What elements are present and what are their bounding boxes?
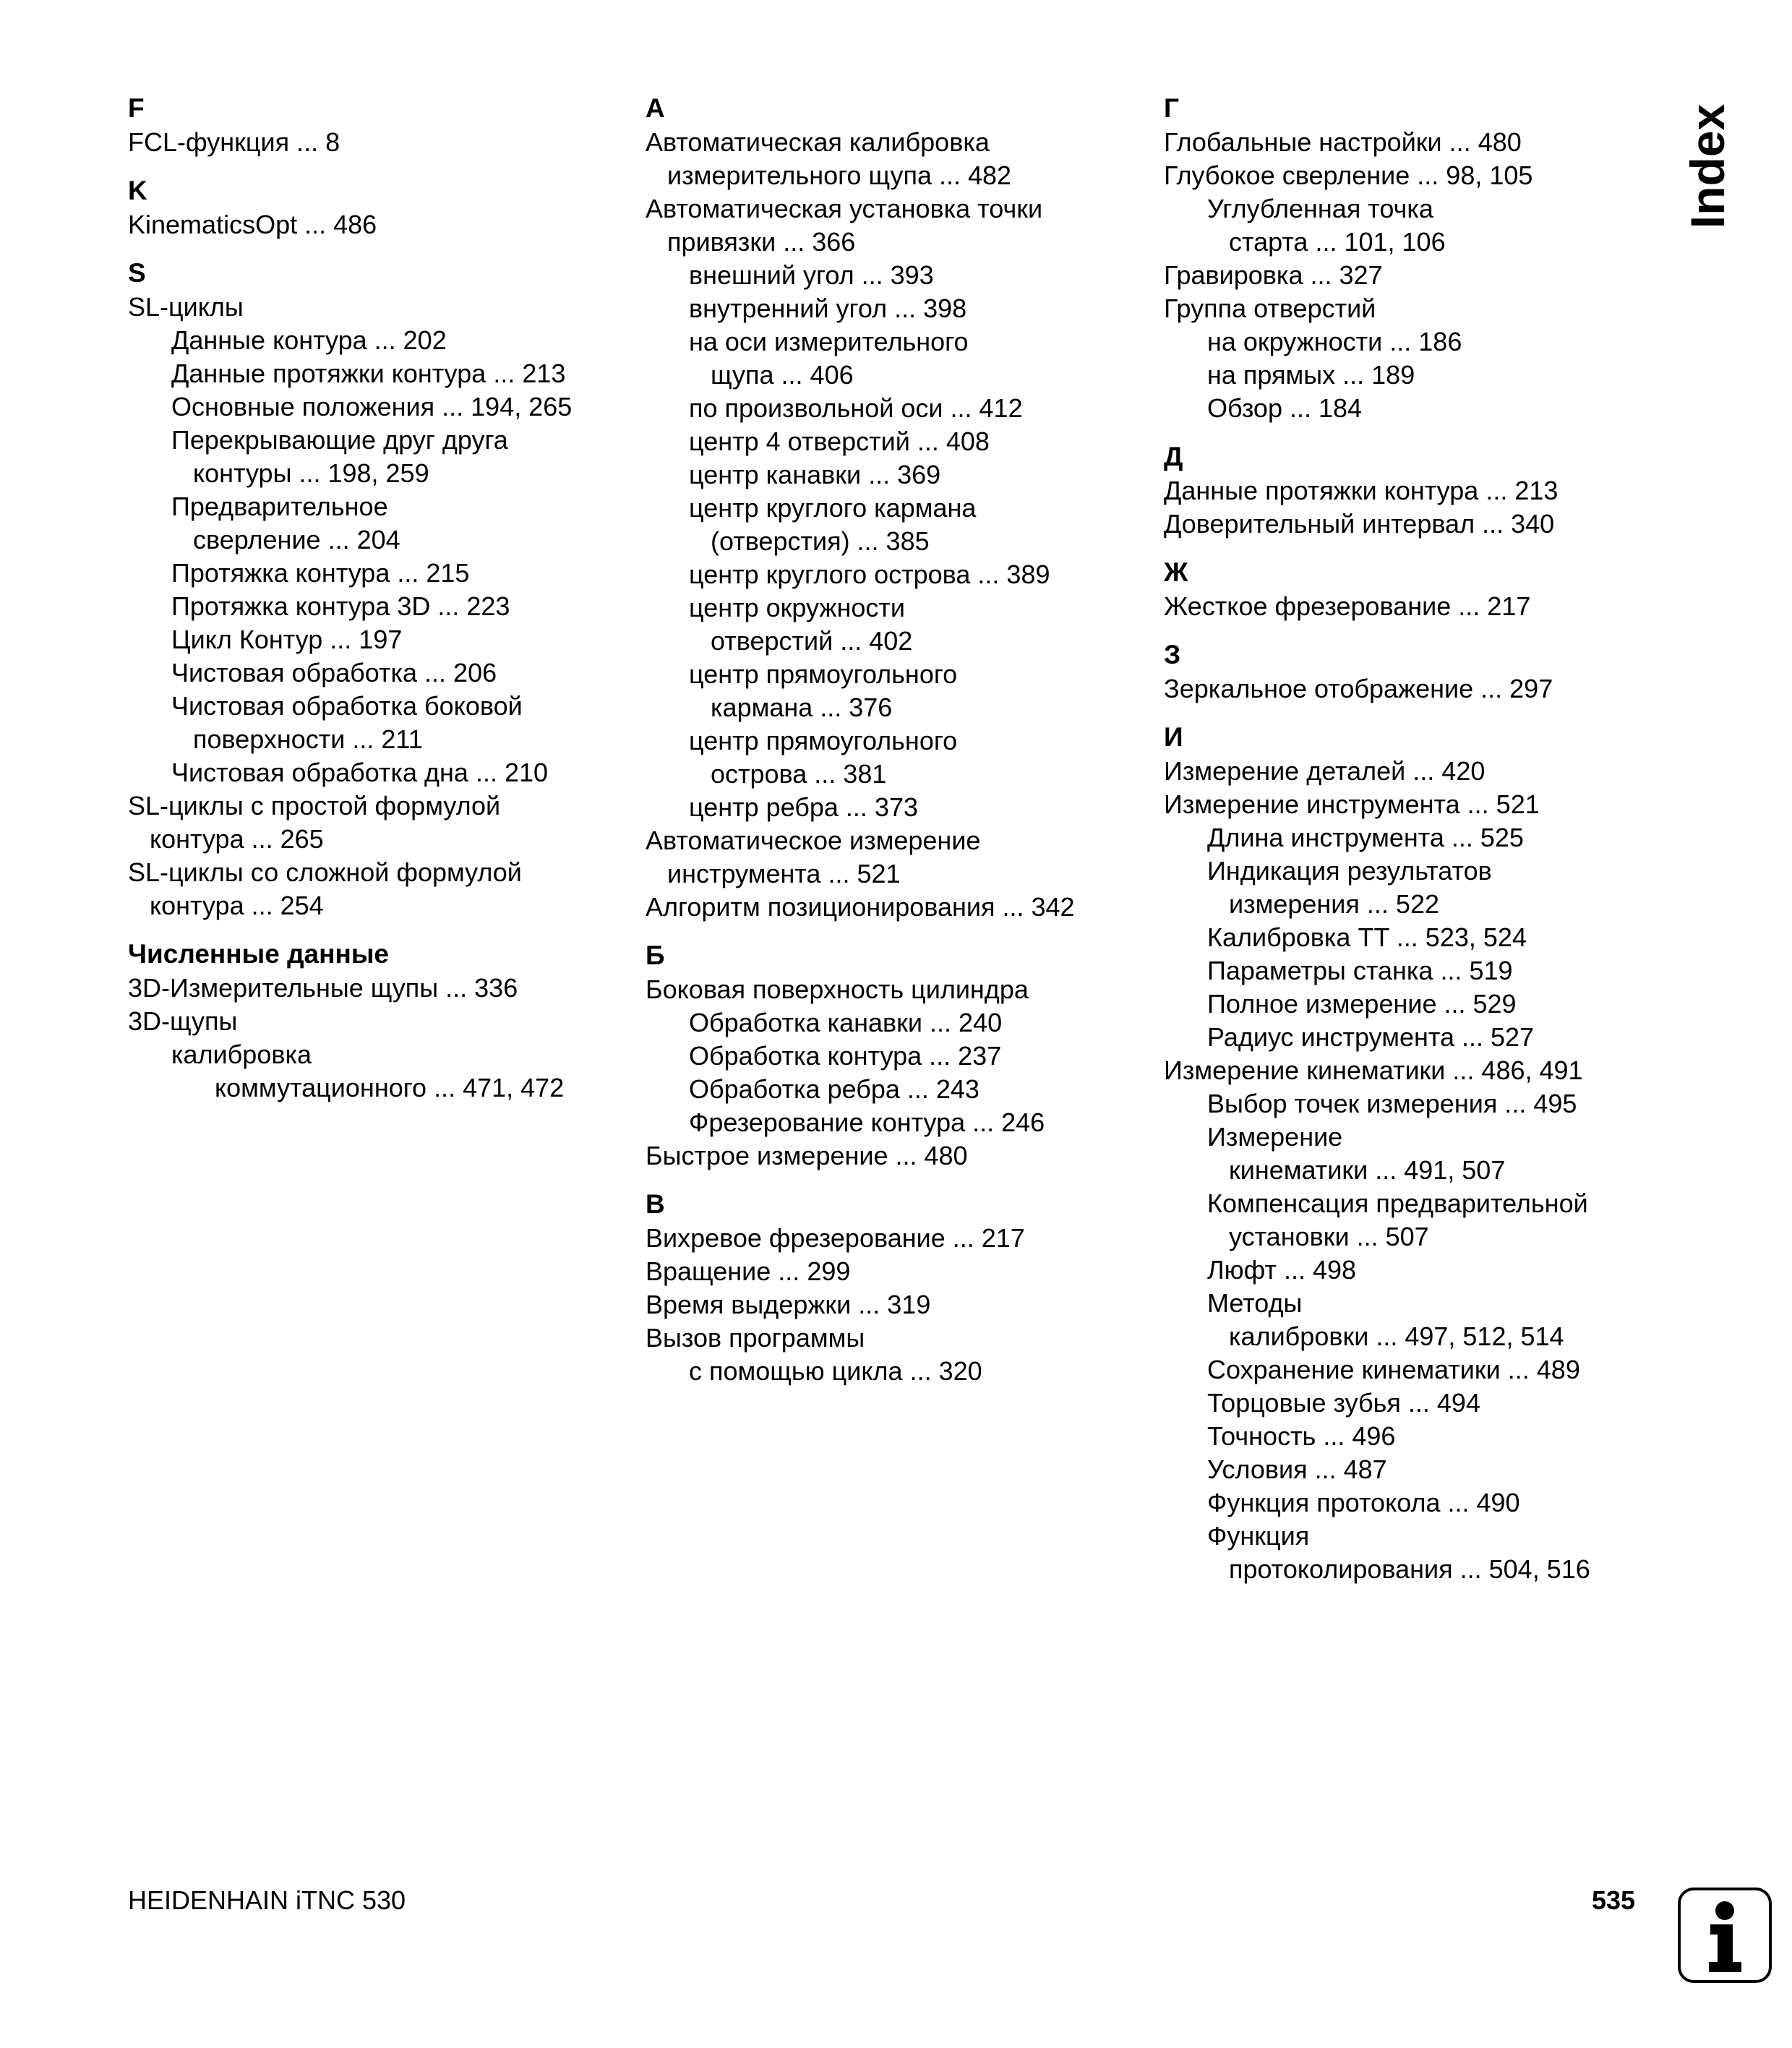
index-entry: Автоматическое измерение bbox=[646, 826, 981, 855]
section-heading: K bbox=[128, 176, 147, 205]
index-subentry: калибровка bbox=[171, 1040, 312, 1069]
index-subentry: измерительного щупа ... 482 bbox=[667, 160, 1012, 190]
section-heading: Г bbox=[1164, 93, 1179, 123]
index-entry: Вращение ... 299 bbox=[646, 1256, 851, 1286]
index-section bbox=[646, 93, 1144, 924]
index-subentry: на прямых ... 189 bbox=[1207, 360, 1415, 390]
index-subentry: отверстий ... 402 bbox=[711, 626, 913, 656]
index-subentry: измерения ... 522 bbox=[1229, 889, 1439, 919]
index-entry: Автоматическая калибровка bbox=[646, 127, 990, 157]
section-heading: Б bbox=[646, 941, 665, 970]
index-entry: Боковая поверхность цилиндра bbox=[646, 974, 1029, 1004]
index-subentry: Обзор ... 184 bbox=[1207, 393, 1363, 423]
index-subentry: Длина инструмента ... 525 bbox=[1207, 823, 1524, 852]
index-entry: Доверительный интервал ... 340 bbox=[1164, 509, 1555, 539]
index-subentry: протоколирования ... 504, 516 bbox=[1229, 1554, 1590, 1584]
index-section bbox=[1164, 721, 1663, 1586]
index-subentry: острова ... 381 bbox=[711, 759, 887, 789]
page-number: 535 bbox=[1592, 1885, 1636, 1915]
index-entry: Алгоритм позиционирования ... 342 bbox=[646, 892, 1075, 922]
section-heading: Д bbox=[1164, 442, 1183, 471]
index-section bbox=[646, 940, 1144, 1173]
index-subentry: Обработка контура ... 237 bbox=[689, 1041, 1002, 1071]
index-section bbox=[1164, 93, 1663, 425]
index-subentry: Чистовая обработка ... 206 bbox=[171, 658, 497, 687]
index-entry: Данные протяжки контура ... 213 bbox=[1164, 476, 1559, 505]
section-title: Index bbox=[1681, 103, 1734, 229]
index-subentry: Выбор точек измерения ... 495 bbox=[1207, 1089, 1577, 1118]
index-subentry: центр круглого острова ... 389 bbox=[689, 560, 1050, 589]
index-subentry: на окружности ... 186 bbox=[1207, 327, 1462, 356]
index-subentry: Калибровка TT ... 523, 524 bbox=[1207, 922, 1527, 952]
index-entry: Быстрое измерение ... 480 bbox=[646, 1141, 968, 1170]
index-entry: Группа отверстий bbox=[1164, 294, 1376, 323]
index-subentry: контура ... 254 bbox=[150, 891, 324, 920]
index-subentry: Данные контура ... 202 bbox=[171, 325, 447, 355]
index-subentry: центр прямоугольного bbox=[689, 726, 958, 755]
section-tab-index bbox=[1679, 98, 1736, 235]
section-heading: З bbox=[1164, 640, 1181, 669]
index-subentry: Индикация результатов bbox=[1207, 856, 1492, 886]
index-entry: Вызов программы bbox=[646, 1323, 865, 1353]
index-subentry: Радиус инструмента ... 527 bbox=[1207, 1022, 1535, 1052]
index-subentry: Сохранение кинематики ... 489 bbox=[1207, 1355, 1580, 1384]
index-entry: 3D-Измерительные щупы ... 336 bbox=[128, 973, 518, 1003]
index-subentry: центр прямоугольного bbox=[689, 659, 958, 689]
index-section bbox=[646, 1188, 1144, 1388]
index-subentry: Предварительное bbox=[171, 492, 388, 521]
index-entry: Глобальные настройки ... 480 bbox=[1164, 127, 1522, 157]
index-subentry: центр ребра ... 373 bbox=[689, 792, 919, 822]
index-subentry: Фрезерование контура ... 246 bbox=[689, 1107, 1045, 1137]
index-subentry: Перекрывающие друг друга bbox=[171, 425, 508, 455]
info-icon bbox=[1677, 1887, 1772, 1984]
index-column-2 bbox=[646, 93, 1144, 1404]
index-subentry: Люфт ... 498 bbox=[1207, 1255, 1357, 1285]
index-section bbox=[128, 257, 627, 922]
index-subentry: коммутационного ... 471, 472 bbox=[215, 1073, 565, 1102]
index-entry: SL-циклы bbox=[128, 292, 244, 322]
index-entry: 3D-щупы bbox=[128, 1006, 238, 1036]
index-subentry: Протяжка контура 3D ... 223 bbox=[171, 591, 510, 621]
index-section bbox=[128, 175, 627, 241]
index-entry: Измерение деталей ... 420 bbox=[1164, 756, 1486, 786]
index-subentry: центр окружности bbox=[689, 593, 906, 622]
index-section bbox=[1164, 441, 1663, 541]
section-heading: Ж bbox=[1164, 557, 1188, 587]
index-subentry: Функция bbox=[1207, 1521, 1310, 1551]
index-subentry: с помощью цикла ... 320 bbox=[689, 1356, 982, 1386]
index-entry: KinematicsOpt ... 486 bbox=[128, 210, 377, 239]
index-subentry: сверление ... 204 bbox=[193, 525, 400, 554]
section-heading: И bbox=[1164, 722, 1183, 752]
index-section bbox=[1164, 557, 1663, 623]
index-subentry: Полное измерение ... 529 bbox=[1207, 989, 1517, 1019]
index-entry: Время выдержки ... 319 bbox=[646, 1290, 931, 1319]
index-subentry: центр 4 отверстий ... 408 bbox=[689, 427, 990, 456]
index-section bbox=[1164, 639, 1663, 706]
index-subentry: Функция протокола ... 490 bbox=[1207, 1488, 1520, 1517]
index-entry: Измерение инструмента ... 521 bbox=[1164, 789, 1540, 819]
index-entry: FCL-функция ... 8 bbox=[128, 127, 340, 157]
index-subentry: щупа ... 406 bbox=[711, 360, 854, 390]
index-subentry: Параметры станка ... 519 bbox=[1207, 956, 1513, 985]
index-subentry: Условия ... 487 bbox=[1207, 1454, 1387, 1484]
index-subentry: центр круглого кармана bbox=[689, 493, 977, 523]
index-subentry: Измерение bbox=[1207, 1122, 1343, 1152]
index-section bbox=[128, 93, 627, 159]
index-subentry: контура ... 265 bbox=[150, 824, 324, 854]
index-subentry: Чистовая обработка боковой bbox=[171, 691, 523, 721]
section-heading: S bbox=[128, 258, 146, 288]
index-entry: SL-циклы со сложной формулой bbox=[128, 857, 522, 887]
index-entry: Автоматическая установка точки bbox=[646, 194, 1043, 223]
index-subentry: Чистовая обработка дна ... 210 bbox=[171, 758, 549, 787]
index-entry: SL-циклы с простой формулой bbox=[128, 791, 501, 821]
index-subentry: Цикл Контур ... 197 bbox=[171, 625, 403, 654]
index-column-1 bbox=[128, 93, 627, 1121]
index-section bbox=[128, 938, 627, 1105]
footer-manual-title: HEIDENHAIN iTNC 530 bbox=[128, 1885, 406, 1915]
index-subentry: (отверстия) ... 385 bbox=[711, 526, 930, 556]
index-entry: Вихревое фрезерование ... 217 bbox=[646, 1223, 1025, 1253]
index-entry: Зеркальное отображение ... 297 bbox=[1164, 674, 1553, 703]
index-entry: Жесткое фрезерование ... 217 bbox=[1164, 591, 1531, 621]
index-subentry: Основные положения ... 194, 265 bbox=[171, 392, 573, 421]
index-subentry: Протяжка контура ... 215 bbox=[171, 558, 470, 588]
index-subentry: центр канавки ... 369 bbox=[689, 460, 941, 489]
index-subentry: установки ... 507 bbox=[1229, 1222, 1429, 1251]
section-heading: A bbox=[646, 93, 665, 123]
section-heading: F bbox=[128, 93, 145, 123]
index-entry: Гравировка ... 327 bbox=[1164, 260, 1383, 290]
index-subentry: Данные протяжки контура ... 213 bbox=[171, 359, 566, 388]
index-subentry: Обработка канавки ... 240 bbox=[689, 1008, 1003, 1037]
index-subentry: по произвольной оси ... 412 bbox=[689, 393, 1023, 423]
index-entry: Измерение кинематики ... 486, 491 bbox=[1164, 1055, 1583, 1085]
section-heading: В bbox=[646, 1189, 665, 1219]
index-subentry: калибровки ... 497, 512, 514 bbox=[1229, 1321, 1564, 1351]
index-column-3 bbox=[1164, 93, 1663, 1602]
index-subentry: внутренний угол ... 398 bbox=[689, 294, 967, 323]
index-subentry: привязки ... 366 bbox=[667, 227, 856, 257]
index-subentry: Компенсация предварительной bbox=[1207, 1188, 1588, 1218]
index-subentry: кинематики ... 491, 507 bbox=[1229, 1155, 1506, 1185]
index-subentry: старта ... 101, 106 bbox=[1229, 227, 1446, 257]
index-subentry: поверхности ... 211 bbox=[193, 724, 423, 754]
index-subentry: Углубленная точка bbox=[1207, 194, 1433, 223]
index-entry: Глубокое сверление ... 98, 105 bbox=[1164, 160, 1533, 190]
index-subentry: на оси измерительного bbox=[689, 327, 969, 356]
index-subentry: кармана ... 376 bbox=[711, 693, 893, 722]
index-subentry: Точность ... 496 bbox=[1207, 1421, 1396, 1451]
index-subentry: Обработка ребра ... 243 bbox=[689, 1074, 979, 1104]
index-subentry: инструмента ... 521 bbox=[667, 859, 901, 888]
index-subentry: контуры ... 198, 259 bbox=[193, 458, 429, 488]
index-subentry: Методы bbox=[1207, 1288, 1303, 1318]
section-heading: Численные данные bbox=[128, 939, 390, 969]
index-subentry: внешний угол ... 393 bbox=[689, 260, 934, 290]
index-subentry: Торцовые зубья ... 494 bbox=[1207, 1388, 1480, 1418]
